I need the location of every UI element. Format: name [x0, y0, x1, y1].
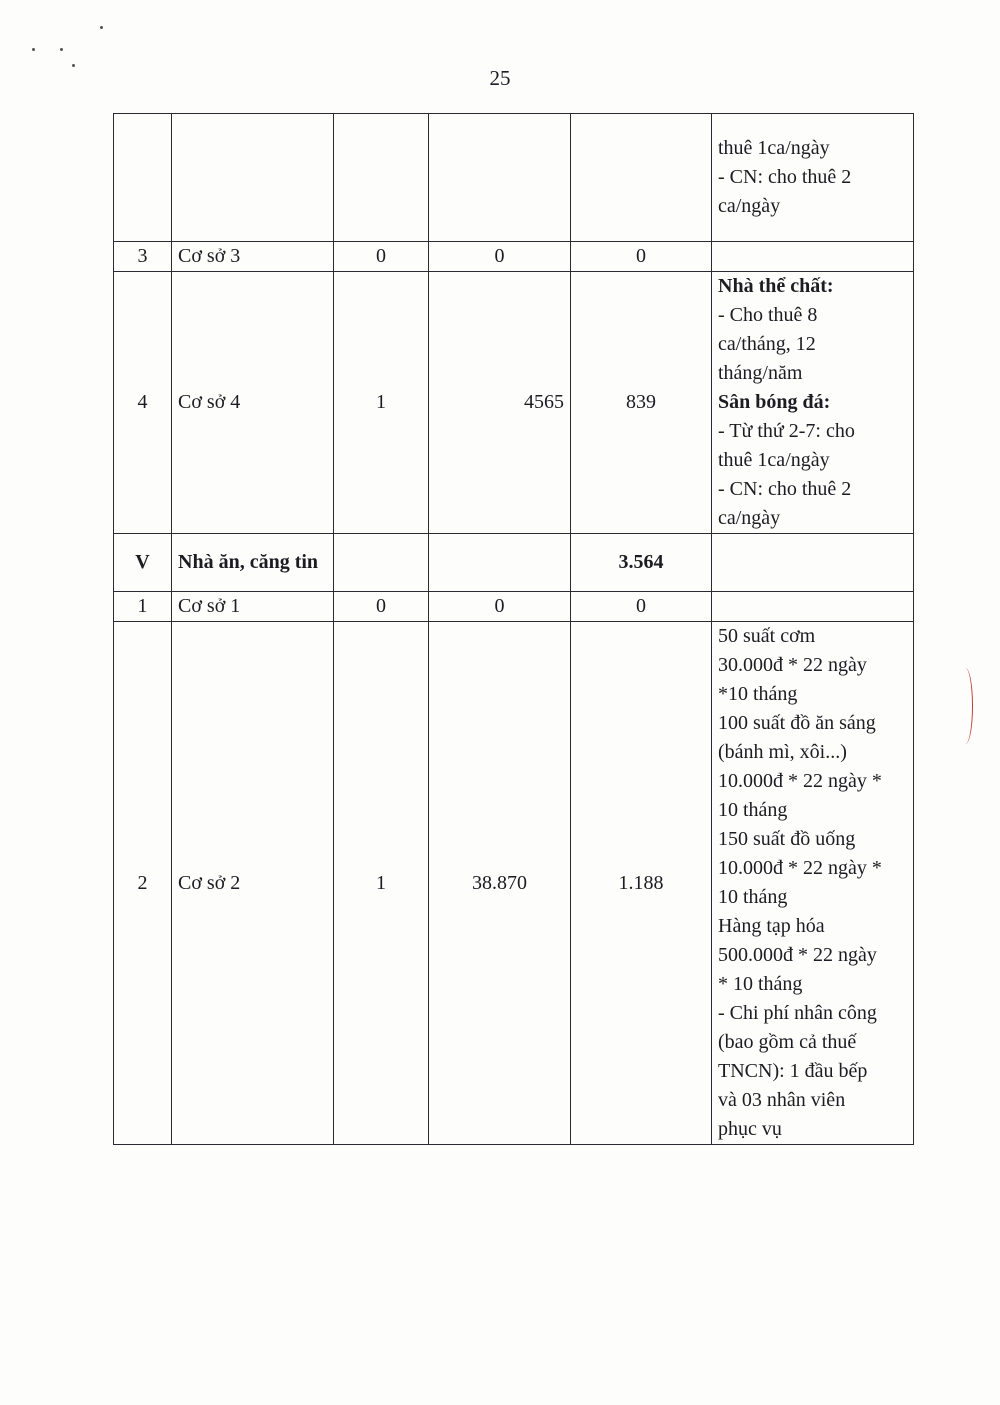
- note-line: 10 tháng: [718, 886, 788, 908]
- row-note: [712, 592, 914, 622]
- row-qty: [334, 114, 429, 242]
- note-line: 10.000đ * 22 ngày *: [718, 857, 882, 879]
- note-line: 500.000đ * 22 ngày: [718, 944, 877, 966]
- row-qty: 1: [334, 272, 429, 534]
- row-index: [114, 114, 172, 242]
- note-line: - Cho thuê 8: [718, 304, 818, 326]
- row-name: [172, 114, 334, 242]
- row-index: 2: [114, 622, 172, 1145]
- table-row: [114, 622, 914, 1145]
- row-note: [712, 534, 914, 592]
- row-name: Cơ sở 1: [172, 592, 334, 622]
- row-index: 4: [114, 272, 172, 534]
- margin-mark: [958, 668, 973, 744]
- row-cost: 3.564: [571, 534, 712, 592]
- table-row: [114, 534, 914, 592]
- row-qty: 0: [334, 592, 429, 622]
- row-name: Cơ sở 2: [172, 622, 334, 1145]
- row-cost: [571, 114, 712, 242]
- note-line: - CN: cho thuê 2: [718, 166, 852, 188]
- note-line: (bao gồm cả thuế: [718, 1031, 857, 1053]
- row-note: [712, 622, 914, 1145]
- note-line: ca/ngày: [718, 507, 781, 529]
- row-area: [429, 534, 571, 592]
- table-row: [114, 592, 914, 622]
- row-area: 0: [429, 242, 571, 272]
- note-line: tháng/năm: [718, 362, 803, 384]
- note-line: ca/ngày: [718, 195, 781, 217]
- note-line: 150 suất đồ uống: [718, 828, 856, 850]
- row-index: 3: [114, 242, 172, 272]
- row-area: [429, 114, 571, 242]
- note-line: phục vụ: [718, 1118, 782, 1140]
- note-line: Hàng tạp hóa: [718, 915, 825, 937]
- row-cost: 1.188: [571, 622, 712, 1145]
- row-cost: 839: [571, 272, 712, 534]
- note-line: *10 tháng: [718, 683, 798, 705]
- page-number: 25: [489, 66, 511, 90]
- note-line: 100 suất đồ ăn sáng: [718, 712, 876, 734]
- note-line: TNCN): 1 đầu bếp: [718, 1060, 868, 1082]
- note-line: 50 suất cơm: [718, 625, 816, 647]
- row-name: Cơ sở 3: [172, 242, 334, 272]
- row-name: Cơ sở 4: [172, 272, 334, 534]
- note-line: ca/tháng, 12: [718, 333, 816, 355]
- note-line: 30.000đ * 22 ngày: [718, 654, 867, 676]
- note-line: 10.000đ * 22 ngày *: [718, 770, 882, 792]
- row-note: [712, 242, 914, 272]
- note-line: - Từ thứ 2-7: cho: [718, 420, 855, 442]
- budget-table: [113, 113, 914, 1145]
- row-area: 0: [429, 592, 571, 622]
- note-line: (bánh mì, xôi...): [718, 741, 847, 763]
- row-cost: 0: [571, 592, 712, 622]
- note-line: - CN: cho thuê 2: [718, 478, 852, 500]
- table-row: [114, 272, 914, 534]
- row-area: 4565: [429, 272, 571, 534]
- note-line: thuê 1ca/ngày: [718, 137, 830, 159]
- note-line: * 10 tháng: [718, 973, 803, 995]
- note-line: và 03 nhân viên: [718, 1089, 846, 1111]
- note-line: 10 tháng: [718, 799, 788, 821]
- note-heading: Nhà thể chất:: [718, 275, 834, 297]
- row-index: 1: [114, 592, 172, 622]
- table-row: [114, 242, 914, 272]
- row-qty: 0: [334, 242, 429, 272]
- row-note: [712, 114, 914, 242]
- table-row: [114, 114, 914, 242]
- row-area: 38.870: [429, 622, 571, 1145]
- row-qty: 1: [334, 622, 429, 1145]
- row-note: [712, 272, 914, 534]
- row-name: Nhà ăn, căng tin: [172, 534, 334, 592]
- note-line: thuê 1ca/ngày: [718, 449, 830, 471]
- note-heading: Sân bóng đá:: [718, 391, 831, 413]
- row-index: V: [114, 534, 172, 592]
- row-qty: [334, 534, 429, 592]
- row-cost: 0: [571, 242, 712, 272]
- note-line: - Chi phí nhân công: [718, 1002, 877, 1024]
